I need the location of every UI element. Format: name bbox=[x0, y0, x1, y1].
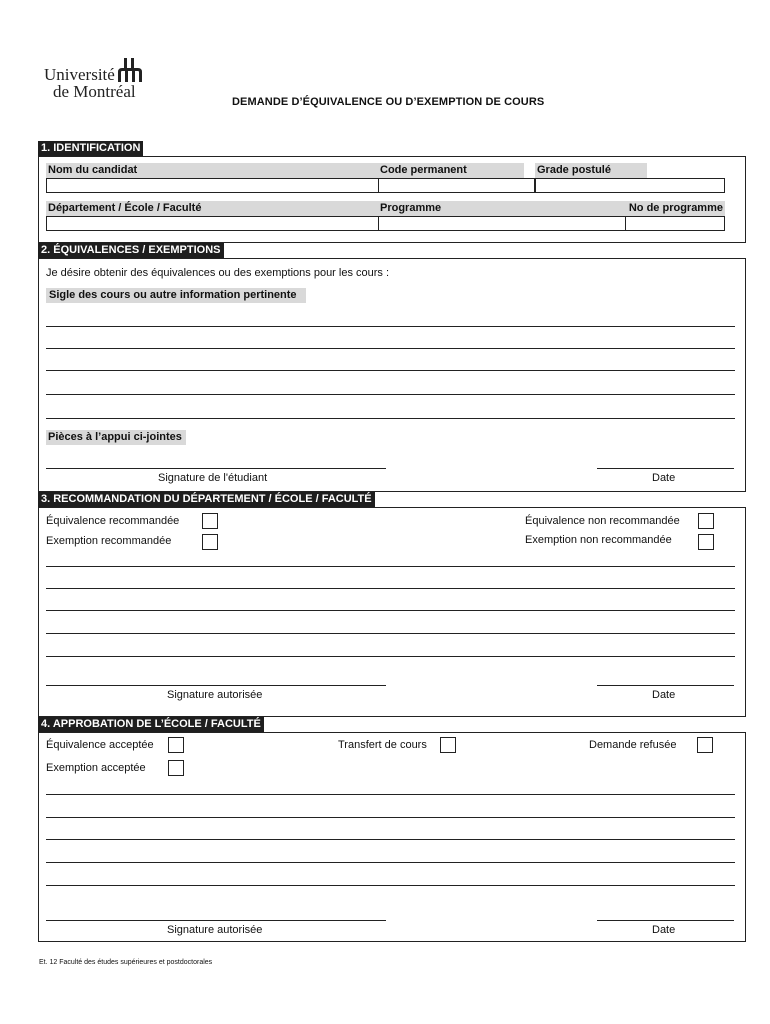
recommendation-signature-label: Signature autorisée bbox=[167, 689, 263, 701]
approval-line-4[interactable] bbox=[46, 862, 735, 863]
programme-label: Programme bbox=[378, 201, 625, 216]
code-permanent-label: Code permanent bbox=[378, 163, 524, 178]
code-permanent-field[interactable] bbox=[378, 178, 535, 193]
exemption-acceptee-checkbox[interactable] bbox=[168, 760, 184, 776]
no-programme-field[interactable] bbox=[625, 216, 725, 231]
student-signature-line[interactable] bbox=[46, 468, 386, 469]
course-line-5[interactable] bbox=[46, 418, 735, 419]
student-date-label: Date bbox=[652, 472, 676, 484]
grade-postule-field[interactable] bbox=[535, 178, 725, 193]
recommendation-signature-line[interactable] bbox=[46, 685, 386, 686]
recommendation-date-label: Date bbox=[652, 689, 676, 701]
transfert-cours-label: Transfert de cours bbox=[338, 739, 427, 751]
form-title: DEMANDE D’ÉQUIVALENCE OU D’EXEMPTION DE COURS bbox=[232, 96, 545, 108]
equivalence-recommandee-checkbox[interactable] bbox=[202, 513, 218, 529]
equivalence-non-recommandee-label: Équivalence non recommandée bbox=[525, 515, 680, 527]
approval-line-1[interactable] bbox=[46, 794, 735, 795]
section-2-intro: Je désire obtenir des équivalences ou des exemptions pour les cours : bbox=[46, 267, 390, 279]
recommendation-line-3[interactable] bbox=[46, 610, 735, 611]
recommendation-line-4[interactable] bbox=[46, 633, 735, 634]
section-1-header: 1. IDENTIFICATION bbox=[38, 141, 143, 156]
course-line-1[interactable] bbox=[46, 326, 735, 327]
equivalence-non-recommandee-checkbox[interactable] bbox=[698, 513, 714, 529]
grade-postule-label: Grade postulé bbox=[535, 163, 647, 178]
approval-line-5[interactable] bbox=[46, 885, 735, 886]
section-4-header: 4. APPROBATION DE L’ÉCOLE / FACULTÉ bbox=[38, 717, 264, 732]
section-3-header: 3. RECOMMANDATION DU DÉPARTEMENT / ÉCOLE / FACULTÉ bbox=[38, 492, 375, 507]
logo-line-1: Université bbox=[44, 65, 115, 84]
departement-field[interactable] bbox=[46, 216, 379, 231]
exemption-non-recommandee-checkbox[interactable] bbox=[698, 534, 714, 550]
approval-date-label: Date bbox=[652, 924, 676, 936]
university-emblem-icon bbox=[117, 58, 143, 82]
exemption-acceptee-label: Exemption acceptée bbox=[46, 762, 146, 774]
nom-candidat-field[interactable] bbox=[46, 178, 379, 193]
exemption-recommandee-label: Exemption recommandée bbox=[46, 535, 172, 547]
section-2-header: 2. ÉQUIVALENCES / EXEMPTIONS bbox=[38, 243, 224, 258]
approval-signature-line[interactable] bbox=[46, 920, 386, 921]
equivalence-acceptee-checkbox[interactable] bbox=[168, 737, 184, 753]
demande-refusee-checkbox[interactable] bbox=[697, 737, 713, 753]
course-line-4[interactable] bbox=[46, 394, 735, 395]
recommendation-line-1[interactable] bbox=[46, 566, 735, 567]
approval-line-2[interactable] bbox=[46, 817, 735, 818]
course-line-3[interactable] bbox=[46, 370, 735, 371]
recommendation-line-5[interactable] bbox=[46, 656, 735, 657]
footer-text: Et. 12 Faculté des études supérieures et postdoctorales bbox=[39, 959, 213, 966]
exemption-recommandee-checkbox[interactable] bbox=[202, 534, 218, 550]
exemption-non-recommandee-label: Exemption non recommandée bbox=[525, 534, 672, 546]
equivalence-acceptee-label: Équivalence acceptée bbox=[46, 739, 154, 751]
course-line-2[interactable] bbox=[46, 348, 735, 349]
student-signature-label: Signature de l'étudiant bbox=[158, 472, 268, 484]
recommendation-line-2[interactable] bbox=[46, 588, 735, 589]
equivalence-recommandee-label: Équivalence recommandée bbox=[46, 515, 180, 527]
sigle-cours-label: Sigle des cours ou autre information pertinente bbox=[46, 288, 306, 303]
programme-field[interactable] bbox=[378, 216, 626, 231]
nom-candidat-label: Nom du candidat bbox=[46, 163, 378, 178]
demande-refusee-label: Demande refusée bbox=[589, 739, 677, 751]
recommendation-date-line[interactable] bbox=[597, 685, 734, 686]
pieces-appui-label: Pièces à l’appui ci-jointes bbox=[46, 430, 186, 445]
approval-date-line[interactable] bbox=[597, 920, 734, 921]
departement-label: Département / École / Faculté bbox=[46, 201, 378, 216]
approval-signature-label: Signature autorisée bbox=[167, 924, 263, 936]
approval-line-3[interactable] bbox=[46, 839, 735, 840]
student-date-line[interactable] bbox=[597, 468, 734, 469]
no-programme-label: No de programme bbox=[625, 201, 725, 216]
logo-line-2: de Montréal bbox=[53, 82, 136, 101]
transfert-cours-checkbox[interactable] bbox=[440, 737, 456, 753]
